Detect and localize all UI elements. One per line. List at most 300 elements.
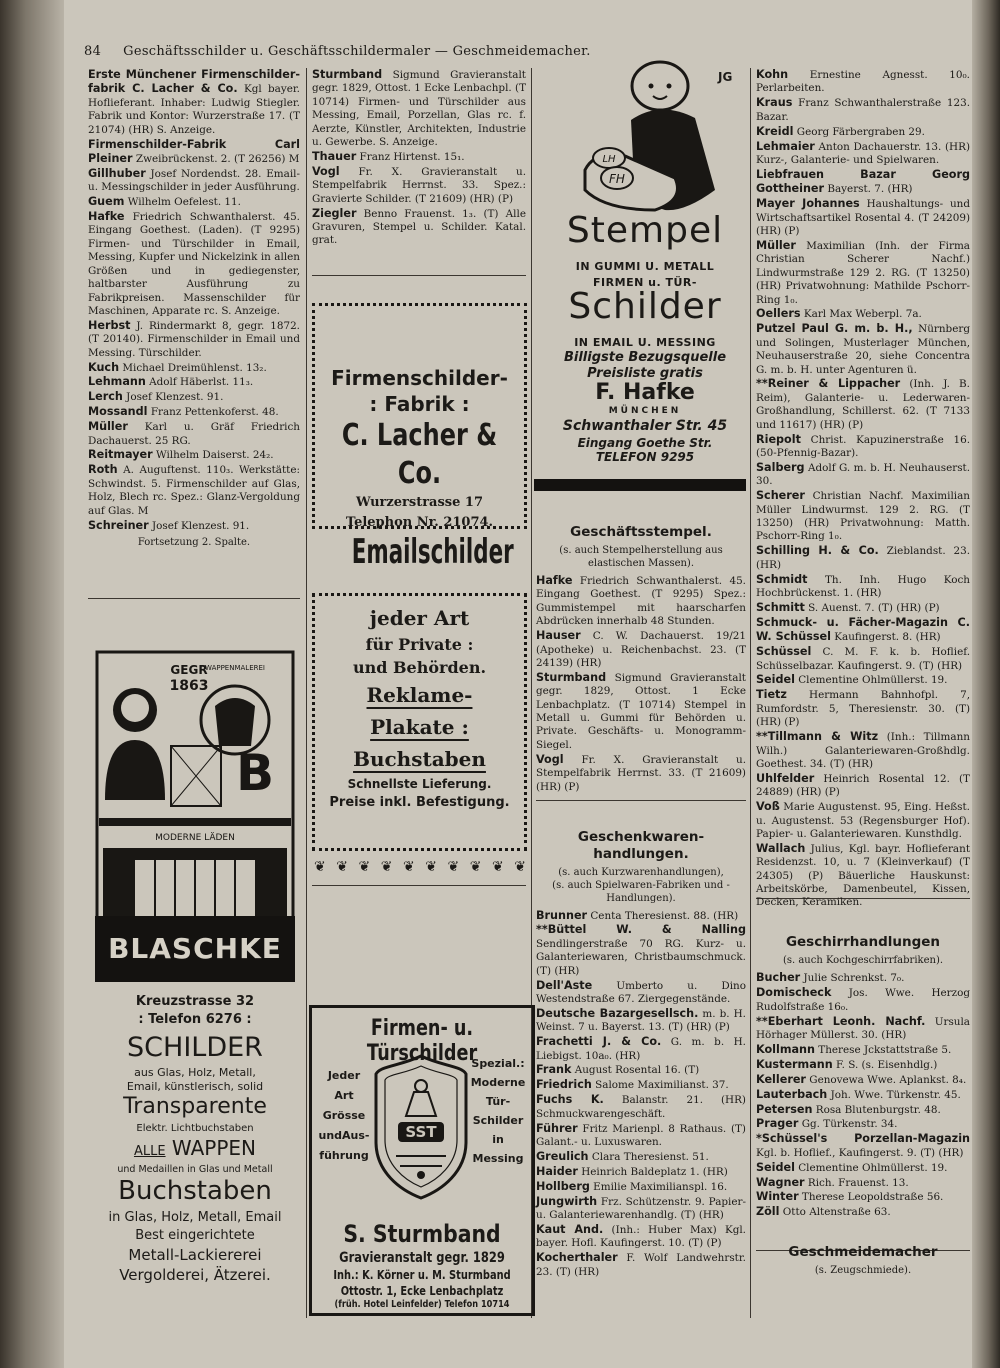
entry-details: Christ. Kapuzinerstraße 16. (50-Pfennig-Bazar). (756, 433, 970, 459)
entry-details: Salome Maximilianst. 37. (595, 1079, 729, 1092)
lacher-address: Wurzerstrasse 17 (356, 495, 483, 510)
section-note: (s. auch Kochgeschirrfabriken). (782, 955, 944, 967)
shield-emblem-icon (372, 1052, 470, 1202)
directory-entry (312, 165, 526, 206)
lacher-note: Schnellste Lieferung. (347, 777, 492, 791)
entry-name: Haider (536, 1164, 578, 1178)
entry-details: Emilie Maximilianspl. 16. (593, 1180, 728, 1193)
directory-entry (756, 842, 970, 910)
directory-entry (88, 361, 300, 375)
blaschke-phone: : Telefon 6276 : (138, 1012, 252, 1027)
entry-details: Centa Theresienst. 88. (HR) (590, 909, 739, 922)
entry-details: Rosa Blutenburgstr. 48. (815, 1103, 941, 1116)
entry-name: Putzel Paul G. m. b. H., (756, 322, 913, 336)
sturmband-feature: Spezial.: (471, 1057, 525, 1070)
directory-entry (756, 971, 970, 985)
sturmband-feature: Jeder (327, 1069, 361, 1082)
entry-name: Sturmband (312, 68, 383, 81)
entry-details: F. Wolf Landwehrstr. 23. (T) (HR) (536, 1252, 746, 1278)
lacher-service: Reklame- (366, 683, 473, 707)
entry-details: Th. Inh. Hugo Koch Hochbrückenst. 1. (HR) (756, 573, 970, 600)
ornament-row (314, 859, 526, 875)
divider (88, 598, 300, 599)
directory-entry (536, 1195, 746, 1223)
entry-name: Schüssel (756, 645, 812, 659)
entry-name: Zöll (756, 1205, 780, 1219)
entry-name: Erste Münchener Firmenschilder-fabrik C. Lacher & Co. (88, 68, 300, 96)
directory-entry (756, 673, 970, 687)
sturmband-name: S. Sturmband (343, 1220, 501, 1248)
hafke-phone: TELEFON 9295 (595, 450, 695, 464)
entry-name: *Schüssel's Porzellan-Magazin (756, 1132, 970, 1146)
entry-details: Karl Max Weberpl. 7a. (803, 308, 922, 321)
figure-with-stamp-icon (565, 60, 735, 220)
directory-entry (756, 68, 970, 96)
directory-entry (756, 573, 970, 601)
entry-details: Rich. Frauenst. 13. (807, 1176, 909, 1189)
lacher-line1: Firmenschilder- (331, 366, 508, 390)
entry-name: Dell'Aste (536, 978, 593, 992)
lacher-header (312, 365, 527, 533)
entry-details: (Inh. J. B. Reim), Galanterie- u. Lederwaren-Großhandlung, Schillerst. 62. (T 7133 und 11617) (HR) (P) (756, 378, 970, 431)
entry-name: Hollberg (536, 1179, 590, 1193)
entry-details: Kaufingerst. 8. (HR) (834, 631, 941, 644)
directory-entry (756, 307, 970, 321)
directory-entry (536, 753, 746, 794)
column-4 (756, 68, 970, 1281)
hafke-entrance: Eingang Goethe Str. (577, 436, 713, 450)
entry-name: Lerch (88, 390, 123, 404)
entry-details: Clara Theresienst. 51. (591, 1150, 709, 1163)
entry-details: Hermann Bahnhofpl. 7, Rumfordstr. 5, Theresienstr. 30. (T) (HR) (P) (756, 689, 970, 729)
section-title: Geschmeidemacher (788, 1244, 938, 1261)
lacher-services (312, 603, 527, 812)
entry-details: Gg. Türkenstr. 34. (801, 1118, 898, 1131)
entry-details: Otto Altenstraße 63. (782, 1206, 891, 1219)
lacher-service: für Private : (365, 635, 474, 654)
entry-details: Joh. Wwe. Türkenstr. 45. (830, 1088, 961, 1101)
entry-name: Oellers (756, 307, 801, 321)
lacher-line2: : Fabrik : (369, 392, 470, 416)
section-note: (s. auch Stempelherstellung aus elastischen Massen). (559, 545, 723, 569)
entry-details: Fritz Marienpl. 8 Rathaus. (T) Galant.- u. Luxuswaren. (536, 1122, 746, 1148)
entry-name: Winter (756, 1190, 799, 1204)
entry-name: Scherer (756, 489, 805, 503)
ornament-icon: ❦ (469, 859, 482, 875)
directory-entry (312, 68, 526, 149)
directory-entry (536, 1122, 746, 1150)
entry-details: Adolf G. m. b. H. Neuhauserst. 30. (756, 461, 970, 488)
directory-entry (536, 909, 746, 923)
ornament-icon: ❦ (425, 859, 437, 875)
entry-details: F. S. (s. Eisenhdlg.) (836, 1058, 938, 1071)
column-rule (306, 68, 307, 1318)
entry-details: Wilhelm Oefelest. 11. (127, 196, 241, 209)
ornament-icon: ❦ (514, 859, 526, 875)
section-note: (s. auch Kurzwarenhandlungen), (558, 866, 724, 878)
entry-details: Fr. X. Gravieranstalt u. Stempelfabrik Herrnst. 33. (T 21609) (HR) (P) (536, 753, 746, 793)
entry-name: Kustermann (756, 1057, 833, 1071)
entry-name: Frachetti J. & Co. (536, 1035, 662, 1049)
section-title: Geschirrhandlungen (785, 934, 941, 951)
hafke-city: MÜNCHEN (608, 406, 682, 416)
directory-entry (536, 1150, 746, 1164)
entry-name: Müller (88, 420, 128, 434)
blaschke-address: Kreuzstrasse 32 (135, 994, 255, 1009)
entry-name: Ziegler (312, 206, 357, 220)
hafke-line: IN EMAIL U. MESSING (574, 336, 716, 349)
directory-entry (536, 1165, 746, 1179)
page-header (84, 44, 774, 59)
entry-details: Heinrich Baldeplatz 1. (HR) (581, 1165, 728, 1178)
blaschke-line: Metall-Lackiererei (128, 1246, 262, 1264)
entry-name: Kreidl (756, 124, 794, 138)
entry-name: Brunner (536, 908, 588, 922)
entry-details: Franz Schwanthalerstraße 123. Bazar. (756, 97, 970, 123)
entry-name: Voß (756, 800, 780, 814)
directory-entry (536, 1063, 746, 1077)
emblem-text: LH (602, 154, 616, 165)
directory-entry (756, 1103, 970, 1117)
entry-details: Genovewa Wwe. Aplankst. 8₄. (809, 1073, 967, 1086)
directory-entry (756, 1058, 970, 1072)
entry-name: Kaut And. (536, 1222, 604, 1236)
directory-entry (536, 1078, 746, 1092)
directory-entry (88, 319, 300, 360)
entry-details: Bayerst. 7. (HR) (827, 183, 913, 196)
hafke-schilder: Schilder (568, 286, 722, 327)
entry-name: Lehmaier (756, 139, 815, 153)
entry-details: August Rosental 16. (T) (574, 1064, 700, 1077)
directory-entry (312, 150, 526, 164)
entry-details: Zieblandst. 23. (HR) (756, 545, 971, 571)
sturmband-line: Gravieranstalt gegr. 1829 (339, 1250, 505, 1266)
entry-name: Kocherthaler (536, 1251, 618, 1265)
entry-details: Franz Pettenkoferst. 48. (150, 406, 279, 419)
entry-name: Gillhuber (88, 166, 146, 180)
blaschke-line: und Medaillen in Glas und Metall (117, 1164, 273, 1175)
entry-details: Kgl. b. Hoflief., Kaufingerst. 9. (T) (HR) (756, 1146, 964, 1159)
directory-entry (756, 800, 970, 841)
directory-entry (88, 390, 300, 404)
directory-entry (88, 448, 300, 462)
directory-entry (756, 1015, 970, 1043)
entry-details: Friedrich Schwanthalerst. 45. Eingang Goethest. (T 9295) Spez.: Gummistempel mit haarscharfen Abdrücken innerhalb 48 Stunden. (536, 575, 746, 628)
entry-name: **Büttel W. & Nalling (536, 923, 746, 937)
entry-name: Deutsche Bazargesellsch. (536, 1006, 699, 1020)
directory-entry (312, 207, 526, 248)
entry-name: Reitmayer (88, 448, 153, 462)
entry-details: (Inh.: Tillmann Wilh.) Galanteriewaren-Großhdlg. Goethest. 34. (T) (HR) (756, 731, 970, 770)
entry-details: Julius, Kgl. bayr. Hoflieferant Residenzst. 10, u. 7 (Kleinverkauf) (T 24305) (P) Bäuerliche Hauskunst: Arbeitskörbe, Damenbeutel, Kissen, Decken, Keramiken. (756, 842, 970, 909)
entry-details: Clementine Ohlmüllerst. 19. (798, 674, 948, 687)
directory-entry (756, 1043, 970, 1057)
entry-name: Mayer Johannes (756, 197, 860, 211)
directory-entry (756, 1088, 970, 1102)
heavy-divider (534, 479, 746, 491)
section-title: Geschenkwaren-handlungen. (577, 828, 705, 862)
emblem-text: 1863 (169, 678, 209, 694)
hafke-logo-mark: JG (718, 70, 733, 84)
entry-name: Führer (536, 1121, 578, 1135)
entry-name: Uhlfelder (756, 771, 815, 785)
directory-entry (88, 68, 300, 137)
hafke-line: Billigste Bezugsquelle (563, 350, 727, 365)
entry-details: Michael Dreimühlenst. 13₂. (122, 361, 267, 374)
sturmband-emblem-text: SST (405, 1123, 437, 1141)
blaschke-heading: SCHILDER (127, 1032, 263, 1063)
sturmband-advertisement (309, 1005, 535, 1316)
hafke-line: FIRMEN u. TÜR- (593, 276, 697, 289)
emblem-text: FH (609, 172, 625, 186)
directory-entry (756, 140, 970, 168)
entry-name: Lauterbach (756, 1087, 828, 1101)
entry-details: Haushaltungs- und Wirtschaftsartikel Rosental 4. (T 24209) (HR) (P) (756, 198, 971, 237)
entry-name: Frank (536, 1063, 572, 1077)
entry-details: Anton Dachauerstr. 13. (HR) Kurz-, Galanterie- und Spielwaren. (756, 140, 970, 166)
entry-details: Adolf Häberlst. 11₃. (149, 376, 254, 389)
entry-details: Zweibrückenst. 2. (T 26256) M (135, 152, 300, 165)
directory-entry (88, 138, 300, 167)
lacher-advertisement (312, 303, 527, 851)
sturmband-feature: Grösse (322, 1109, 366, 1122)
entry-details: S. Auenst. 7. (T) (HR) (P) (808, 601, 940, 614)
running-title: Geschäftsschilder u. Geschäftsschildermaler — Geschmeidemacher. (123, 44, 591, 59)
entry-name: Kollmann (756, 1042, 815, 1056)
entry-details: Maximilian (Inh. der Firma Christian Scherer Nachf.) Lindwurmstraße 129 2. RG. (T 13250) (HR) Privatwohnung: Mathilde Pschorr-Ring 1₀. (756, 239, 970, 306)
divider (312, 885, 526, 886)
sturmband-feature: undAus- (318, 1129, 370, 1142)
ornament-icon: ❦ (380, 859, 393, 875)
hafke-stempel: Stempel (566, 210, 724, 251)
directory-entry (756, 168, 970, 197)
entry-name: Liebfrauen Bazar Georg Gottheiner (756, 167, 970, 196)
directory-entry (88, 405, 300, 419)
entry-details: (Inh.: Huber Max) Kgl. bayer. Hofl. Kaufingerst. 10. (T) (P) (536, 1223, 746, 1250)
entry-details: Karl u. Gräf Friedrich Dachauerst. 25 RG. (88, 421, 300, 447)
directory-entry (756, 1176, 970, 1190)
hafke-line: IN GUMMI U. METALL (575, 260, 715, 273)
emblem-text: WAPPENMALEREI (205, 664, 265, 672)
entry-name: Domischeck (756, 986, 832, 1000)
directory-entry (756, 1073, 970, 1087)
directory-entry (536, 923, 746, 978)
entry-details: Sendlingerstraße 70 RG. Kurz- u. Galanteriewaren, Christbaumschmuck. (T) (HR) (536, 937, 746, 977)
entry-name: Wagner (756, 1175, 805, 1189)
sturmband-feature: Schilder (472, 1114, 524, 1127)
column-3 (536, 518, 746, 1280)
lacher-company: C. Lacher & Co. (341, 418, 498, 491)
hafke-address: Schwanthaler Str. 45 (562, 418, 728, 434)
lacher-service: jeder Art (369, 606, 470, 630)
entry-details: Kgl bayer. Hoflieferant. Inhaber: Ludwig Stiegler. Fabrik und Kontor: Wurzerstraße 17. (T 21074) (HR) S. Anzeige. (88, 83, 300, 136)
entry-details: C. W. Dachauerst. 19/21 (Apotheke) u. Reichenbachst. 23. (T 24139) (HR) (536, 630, 746, 669)
entry-name: Seidel (756, 1160, 795, 1174)
directory-entry (88, 519, 300, 533)
directory-entry (756, 544, 970, 572)
entry-details: A. Auguftenst. 110₃. Werkstätte: Schwindst. 5. Firmenschilder auf Glas, Holz, Blech rc. Spez.: Glanz-Vergoldung auf Glas. M (88, 464, 300, 517)
directory-entry (756, 1205, 970, 1219)
column-1 (88, 68, 300, 549)
blaschke-alle: ALLE (133, 1144, 166, 1159)
directory-entry (88, 167, 300, 195)
sturmband-feature: Tür- (485, 1095, 511, 1108)
entry-name: Jungwirth (536, 1194, 598, 1208)
entry-details: Jos. Wwe. Herzog Rudolfstraße 16₀. (756, 987, 970, 1013)
lacher-headline: Emailschilder (351, 532, 514, 572)
entry-name: Hafke (536, 574, 573, 587)
entry-details: Therese Leopoldstraße 56. (801, 1191, 944, 1204)
directory-entry (756, 645, 970, 673)
entry-details: m. b. H. Weinst. 7 u. Bayerst. 13. (T) (HR) (P) (536, 1007, 746, 1034)
entry-name: Petersen (756, 1102, 813, 1116)
entry-name: Sturmband (536, 670, 607, 684)
directory-entry (536, 1007, 746, 1035)
entry-name: Vogl (536, 752, 564, 766)
blaschke-line: Email, künstlerisch, solid (126, 1080, 264, 1093)
entry-details: Nürnberg und Solingen, Musterlager München, Neuhauserstraße 20, siehe Concentra G. m. b. H. unter Agenturen ü. (756, 323, 970, 376)
entry-name: Kuch (88, 360, 120, 374)
directory-entry (536, 1093, 746, 1121)
sturmband-right-list (468, 1054, 528, 1168)
sturmband-line: Inh.: K. Körner u. M. Sturmband (333, 1268, 511, 1282)
page-number: 84 (84, 44, 102, 59)
emblem-text: B (235, 744, 275, 802)
directory-entry (756, 1132, 970, 1160)
directory-entry (88, 463, 300, 518)
directory-entry (88, 210, 300, 318)
directory-entry (756, 322, 970, 377)
entry-name: **Tillmann & Witz (756, 730, 879, 744)
blaschke-heading: Buchstaben (118, 1176, 272, 1206)
entry-details: Heinrich Rosental 12. (T 24889) (HR) (P) (756, 772, 970, 799)
directory-entry (536, 1223, 746, 1251)
directory-entry (756, 688, 970, 729)
hafke-name: F. Hafke (595, 380, 695, 405)
entry-details: Wilhelm Daiserst. 24₂. (155, 449, 274, 462)
entry-details: Marie Augustenst. 95, Eing. Heßst. u. Augustenst. 53 (Regensburger Hof). Papier- u. Galanteriewaren. Kunsthdlg. (756, 801, 970, 840)
entry-details: Umberto u. Dino Westendstraße 67. Ziergegenstände. (536, 979, 746, 1005)
entry-details: Therese Jckstattstraße 5. (818, 1043, 952, 1056)
directory-entry (756, 772, 970, 800)
directory-entry (756, 96, 970, 124)
directory-entry (88, 375, 300, 389)
entry-details: Balanstr. 21. (HR) Schmuckwarengeschäft. (536, 1094, 746, 1120)
directory-entry (756, 197, 970, 238)
entry-name: Fuchs K. (536, 1093, 604, 1107)
directory-entry (756, 1190, 970, 1204)
blaschke-line: Elektr. Lichtbuchstaben (136, 1123, 254, 1134)
entry-name: Schmuck- u. Fächer-Magazin C. W. Schüssel (756, 615, 970, 644)
entry-name: Schmitt (756, 600, 805, 614)
hafke-line: Preisliste gratis (587, 366, 703, 381)
entry-name: Mossandl (88, 405, 148, 419)
ornament-icon: ❦ (403, 859, 415, 875)
sturmband-line: (früh. Hotel Leinfelder) Telefon 10714 (334, 1299, 510, 1310)
entry-name: **Reiner & Lippacher (756, 377, 901, 391)
sturmband-left-list (318, 1066, 370, 1166)
directory-entry (536, 1035, 746, 1063)
entry-name: Guem (88, 195, 125, 209)
directory-entry (88, 420, 300, 448)
sturmband-line: Ottostr. 1, Ecke Lenbachplatz (340, 1284, 504, 1298)
divider (312, 275, 526, 276)
section-note: (s. auch Spielwaren-Fabriken und -Handlungen). (552, 879, 730, 904)
entry-name: Riepolt (756, 432, 801, 446)
page-edge (972, 0, 1000, 1368)
entry-name: Friedrich (536, 1078, 592, 1092)
blaschke-advertisement (95, 620, 295, 1320)
entry-name: Schmidt (756, 572, 808, 586)
entry-details: Josef Nordendst. 28. Email- u. Messingschilder in jeder Ausführung. (88, 167, 300, 194)
ornament-icon: ❦ (492, 859, 504, 875)
blaschke-line: in Glas, Holz, Metall, Email (108, 1210, 282, 1225)
section-note: (s. Zeugschmiede). (814, 1265, 912, 1277)
entry-details: Ernestine Agnesst. 10₀. Perlarbeiten. (756, 69, 970, 95)
blaschke-line: Best eingerichtete (135, 1228, 255, 1243)
entry-details: Christian Nachf. Maximilian Müller Lindwurmst. 129 2. RG. (T 13250) (HR) Privatwohnung: Matth. Pschorr-Ring 1₀. (756, 490, 971, 543)
directory-entry (756, 489, 970, 544)
blaschke-name: BLASCHKE (95, 916, 295, 982)
directory-entry (536, 979, 746, 1007)
ornament-icon: ❦ (358, 859, 371, 875)
sturmband-feature: in (492, 1133, 504, 1146)
lacher-service: Plakate : (370, 715, 469, 739)
entry-details: G. m. b. H. Liebigst. 10a₀. (HR) (536, 1036, 746, 1062)
entry-name: Bucher (756, 971, 801, 985)
directory-entry (756, 601, 970, 615)
entry-name: Kraus (756, 96, 793, 110)
directory-entry (756, 616, 970, 645)
book-spine (0, 0, 64, 1368)
entry-name: Müller (756, 238, 796, 252)
entry-name: Hafke (88, 210, 125, 224)
entry-details: Julie Schrenkst. 7₀. (803, 972, 905, 985)
entry-details: Sigmund Gravieranstalt gegr. 1829, Ottost. 1 Ecke Lenbachpl. (T 10714) Firmen- und Türschilder aus Messing, Email, Porzellan, Glas rc. f. Aerzte, Künstler, Architekten, Industrie u. Gewerbe. S. Anzeige. (312, 69, 526, 149)
lacher-service: Buchstaben (353, 747, 486, 771)
entry-name: Schreiner (88, 518, 149, 532)
directory-entry (756, 1117, 970, 1131)
entry-name: Prager (756, 1117, 799, 1131)
entry-details: Fr. X. Gravieranstalt u. Stempelfabrik Herrnst. 33. Spez.: Gravierte Schilder. (T 21609) (HR) (P) (312, 165, 526, 205)
entry-name: Tietz (756, 688, 787, 702)
blaschke-wappen: WAPPEN (171, 1136, 257, 1160)
entry-name: **Eberhart Leonh. Nachf. (756, 1014, 926, 1028)
directory-entry (756, 239, 970, 307)
directory-entry (756, 730, 970, 771)
entry-details: Friedrich Schwanthalerst. 45. Eingang Goethest. (Laden). (T 9295) Firmen- und Türschilder in Email, Messing, Kupfer und Nickelzink in allen Größen und in gediegenster, haltbarster Ausführung zu Fabrikpreisen. Massenschilder für Maschinen, Apparate rc. S. Anzeige. (88, 211, 300, 317)
entry-details: Franz Hirtenst. 15₁. (359, 150, 465, 163)
entry-name: Vogl (312, 164, 340, 178)
sturmband-title: Firmen- u. Türschilder (366, 1016, 478, 1066)
entry-name: Lehmann (88, 375, 146, 389)
directory-entry (536, 629, 746, 670)
entry-name: Schilling H. & Co. (756, 544, 879, 558)
entry-name: Greulich (536, 1149, 589, 1163)
entry-details: Ursula Hörhager Müllerst. 30. (HR) (756, 1015, 970, 1041)
hafke-advertisement (545, 60, 745, 464)
entry-name: Kohn (756, 68, 789, 81)
directory-entry (756, 1161, 970, 1175)
directory-entry (88, 195, 300, 209)
lacher-phone: Telephon Nr. 21074. (345, 515, 494, 530)
entry-details: Benno Frauenst. 1₃. (T) Alle Gravuren, Stempel u. Schilder. Katal. grat. (312, 207, 526, 247)
directory-entry (756, 433, 970, 461)
entry-name: Herbst (88, 318, 131, 332)
directory-entry (536, 574, 746, 629)
directory-entry (536, 1180, 746, 1194)
entry-name: Kellerer (756, 1072, 806, 1086)
